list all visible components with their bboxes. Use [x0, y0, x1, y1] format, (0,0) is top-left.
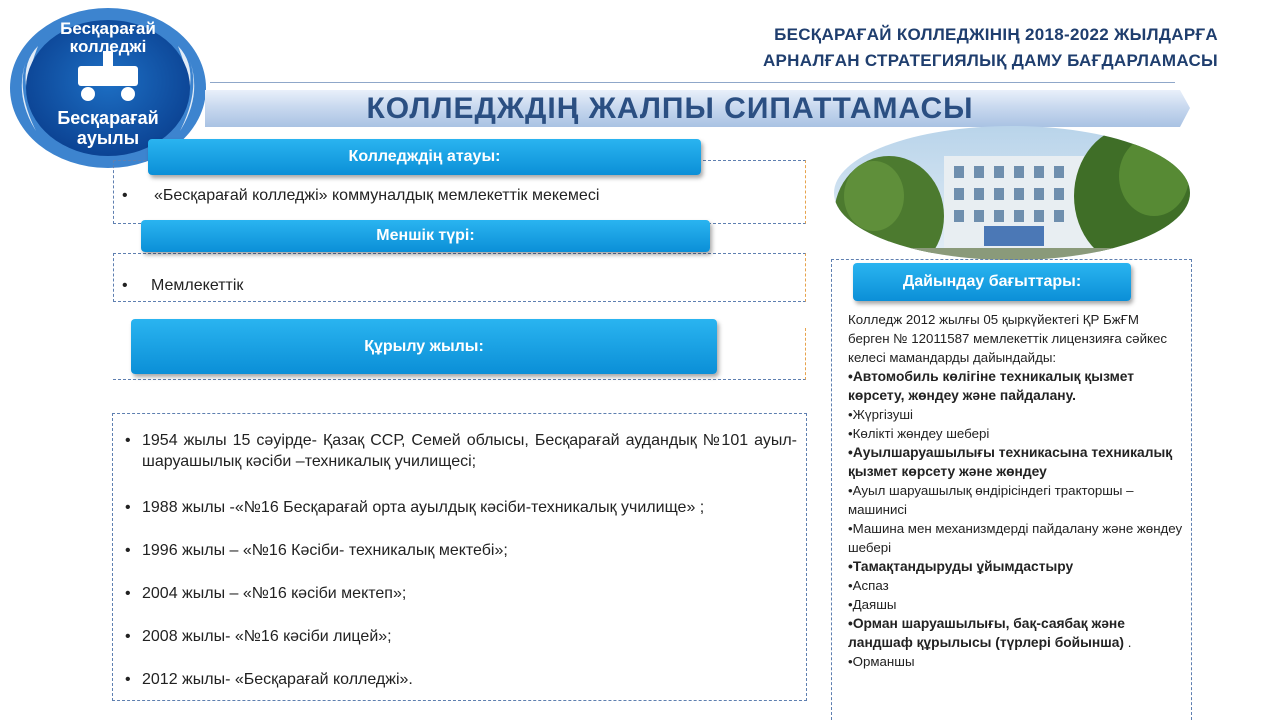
qualification-item: •Даяшы — [848, 597, 897, 612]
qualification-item: •Жүргізуші — [848, 407, 913, 422]
slide-title: КОЛЛЕДЖДІҢ ЖАЛПЫ СИПАТТАМАСЫ — [366, 92, 974, 125]
logo-text-bottom-2: ауылы — [76, 128, 140, 148]
college-name-label: Колледждің атауы: — [148, 139, 701, 175]
college-building-photo — [834, 126, 1190, 260]
history-item: • 1954 жылы 15 сәуірде- Қазақ ССР, Семей облысы, Бесқарағай аудандық №101 ауыл- шаруашылық кәсіби –техникалық училищесі; — [142, 430, 797, 472]
qualification-item: •Көлікті жөндеу шебері — [848, 426, 990, 441]
qualification-item: •Ауыл шаруашылық өндірісіндегі тракторшы –машинисі — [848, 483, 1134, 517]
header-divider — [210, 82, 1175, 83]
qualification-item: •Машина мен механизмдерді пайдалану және жөндеу шебері — [848, 521, 1183, 555]
history-list — [116, 430, 797, 690]
program-title — [598, 22, 1218, 74]
college-name-text: «Бесқарағай колледжі» коммуналдық мемлекеттік мекемесі — [154, 187, 600, 204]
ownership-bullet: • — [122, 277, 128, 294]
qualification-item: •Орманшы — [848, 654, 915, 669]
ownership-text: Мемлекеттік — [151, 277, 244, 294]
preparation-intro: Колледж 2012 жылғы 05 қыркүйектегі ҚР БжҒМ берген № 12011587 мемлекеттік лицензияға сәйкес келесі мамандарды дайындайды: — [848, 312, 1168, 365]
college-name-bullet: • — [122, 187, 128, 204]
logo-text-bottom-1: Бесқарағай — [57, 108, 159, 128]
program-title-line-2: АРНАЛҒАН СТРАТЕГИЯЛЫҚ ДАМУ БАҒДАРЛАМАСЫ — [762, 51, 1218, 70]
qualification-item: •Аспаз — [848, 578, 889, 593]
logo-text-top-1: Бесқарағай — [60, 19, 156, 38]
specialty-item-suffix: . — [1124, 635, 1132, 650]
history-item: • 2004 жылы – «№16 кәсіби мектеп»; — [142, 583, 797, 604]
specialty-item: •Орман шаруашылығы, бақ-саябақ және ландшаф құрылысы (түрлері бойынша) — [848, 616, 1125, 650]
history-item: • 2008 жылы- «№16 кәсіби лицей»; — [142, 626, 797, 647]
specialty-item: •Тамақтандыруды ұйымдастыру — [848, 559, 1074, 574]
preparation-content — [848, 310, 1184, 671]
preparation-label: Дайындау бағыттары: — [853, 263, 1131, 301]
founded-label: Құрылу жылы: — [131, 319, 717, 374]
logo-text-top-2: колледжі — [69, 37, 147, 56]
specialty-item-wrapper — [848, 614, 1184, 652]
history-item: • 2012 жылы- «Бесқарағай колледжі». — [142, 669, 797, 690]
specialty-item: •Ауылшаруашылығы техникасына техникалық қызмет көрсету және жөндеу — [848, 445, 1173, 479]
ownership-label: Меншік түрі: — [141, 220, 710, 252]
history-item: • 1996 жылы – «№16 Кәсіби- техникалық мектебі»; — [142, 540, 797, 561]
program-title-line-1: БЕСҚАРАҒАЙ КОЛЛЕДЖІНІҢ 2018-2022 ЖЫЛДАРҒА — [774, 25, 1218, 44]
history-item: • 1988 жылы -«№16 Бесқарағай орта ауылдық кәсіби-техникалық училище» ; — [142, 497, 797, 518]
specialty-item: •Автомобиль көлігіне техникалық қызмет көрсету, жөндеу және пайдалану. — [848, 369, 1135, 403]
